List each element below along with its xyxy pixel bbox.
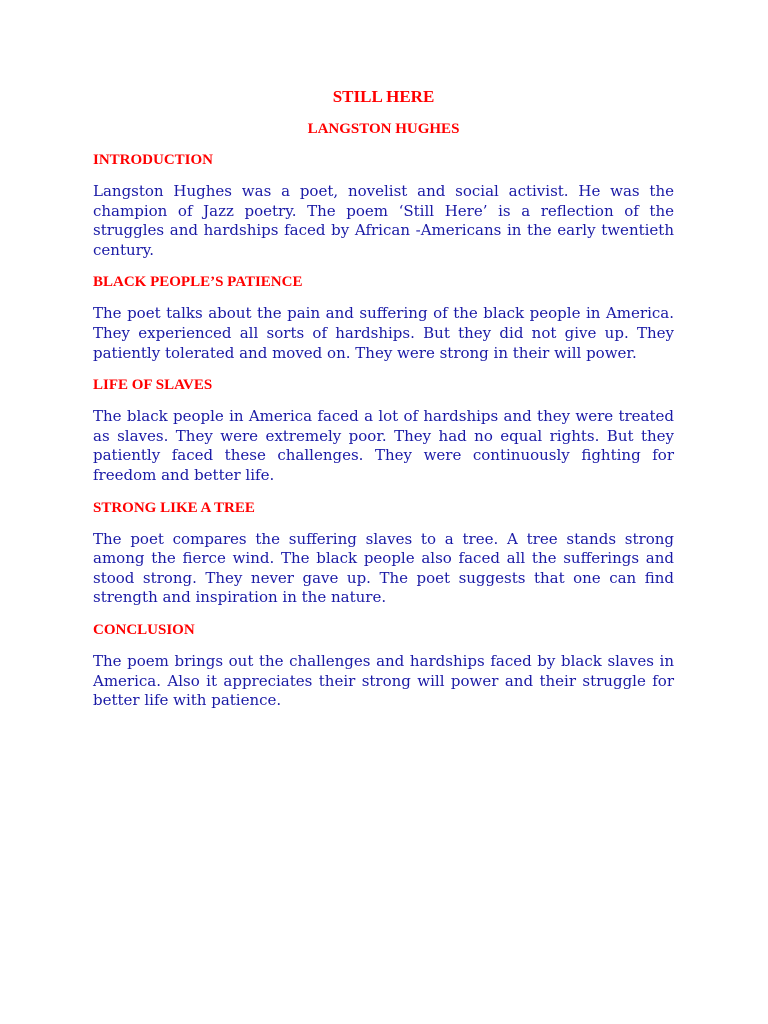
section-text-strong-like-a-tree: The poet compares the suffering slaves to a tree. A tree stands strong among the fierce wind. The black people also faced all the sufferings and stood strong. They never gave up. The poet suggests that one can find strength and inspiration in the nature. (93, 529, 674, 607)
section-heading-introduction: INTRODUCTION (93, 152, 214, 168)
section-text-conclusion: The poem brings out the challenges and hardships faced by black slaves in America. Also it appreciates their strong will power and their struggle for better life with patience. (93, 651, 674, 710)
section-text-patience: The poet talks about the pain and suffering of the black people in America. They experienced all sorts of hardships. But they did not give up. They patiently tolerated and moved on. They were strong in their will power. (93, 304, 674, 362)
section-text-introduction: Langston Hughes was a poet, novelist and social activist. He was the champion of Jazz poetry. The poem ‘Still Here’ is a reflection of the struggles and hardships faced by African -Americans in the early twentieth century. (93, 182, 674, 259)
section-heading-patience: BLACK PEOPLE’S PATIENCE (93, 274, 303, 291)
document-author: LANGSTON HUGHES (307, 121, 460, 137)
document-page (93, 86, 674, 711)
section-heading-strong-like-a-tree: STRONG LIKE A TREE (93, 499, 255, 516)
section-heading-life-of-slaves: LIFE OF SLAVES (93, 377, 213, 394)
section-text-life-of-slaves: The black people in America faced a lot of hardships and they were treated as slaves. They were extremely poor. They had no equal rights. But they patiently faced these challenges. They were continuously fighting for freedom and better life. (93, 407, 674, 484)
document-title: STILL HERE (332, 87, 435, 106)
section-heading-conclusion: CONCLUSION (93, 621, 195, 638)
